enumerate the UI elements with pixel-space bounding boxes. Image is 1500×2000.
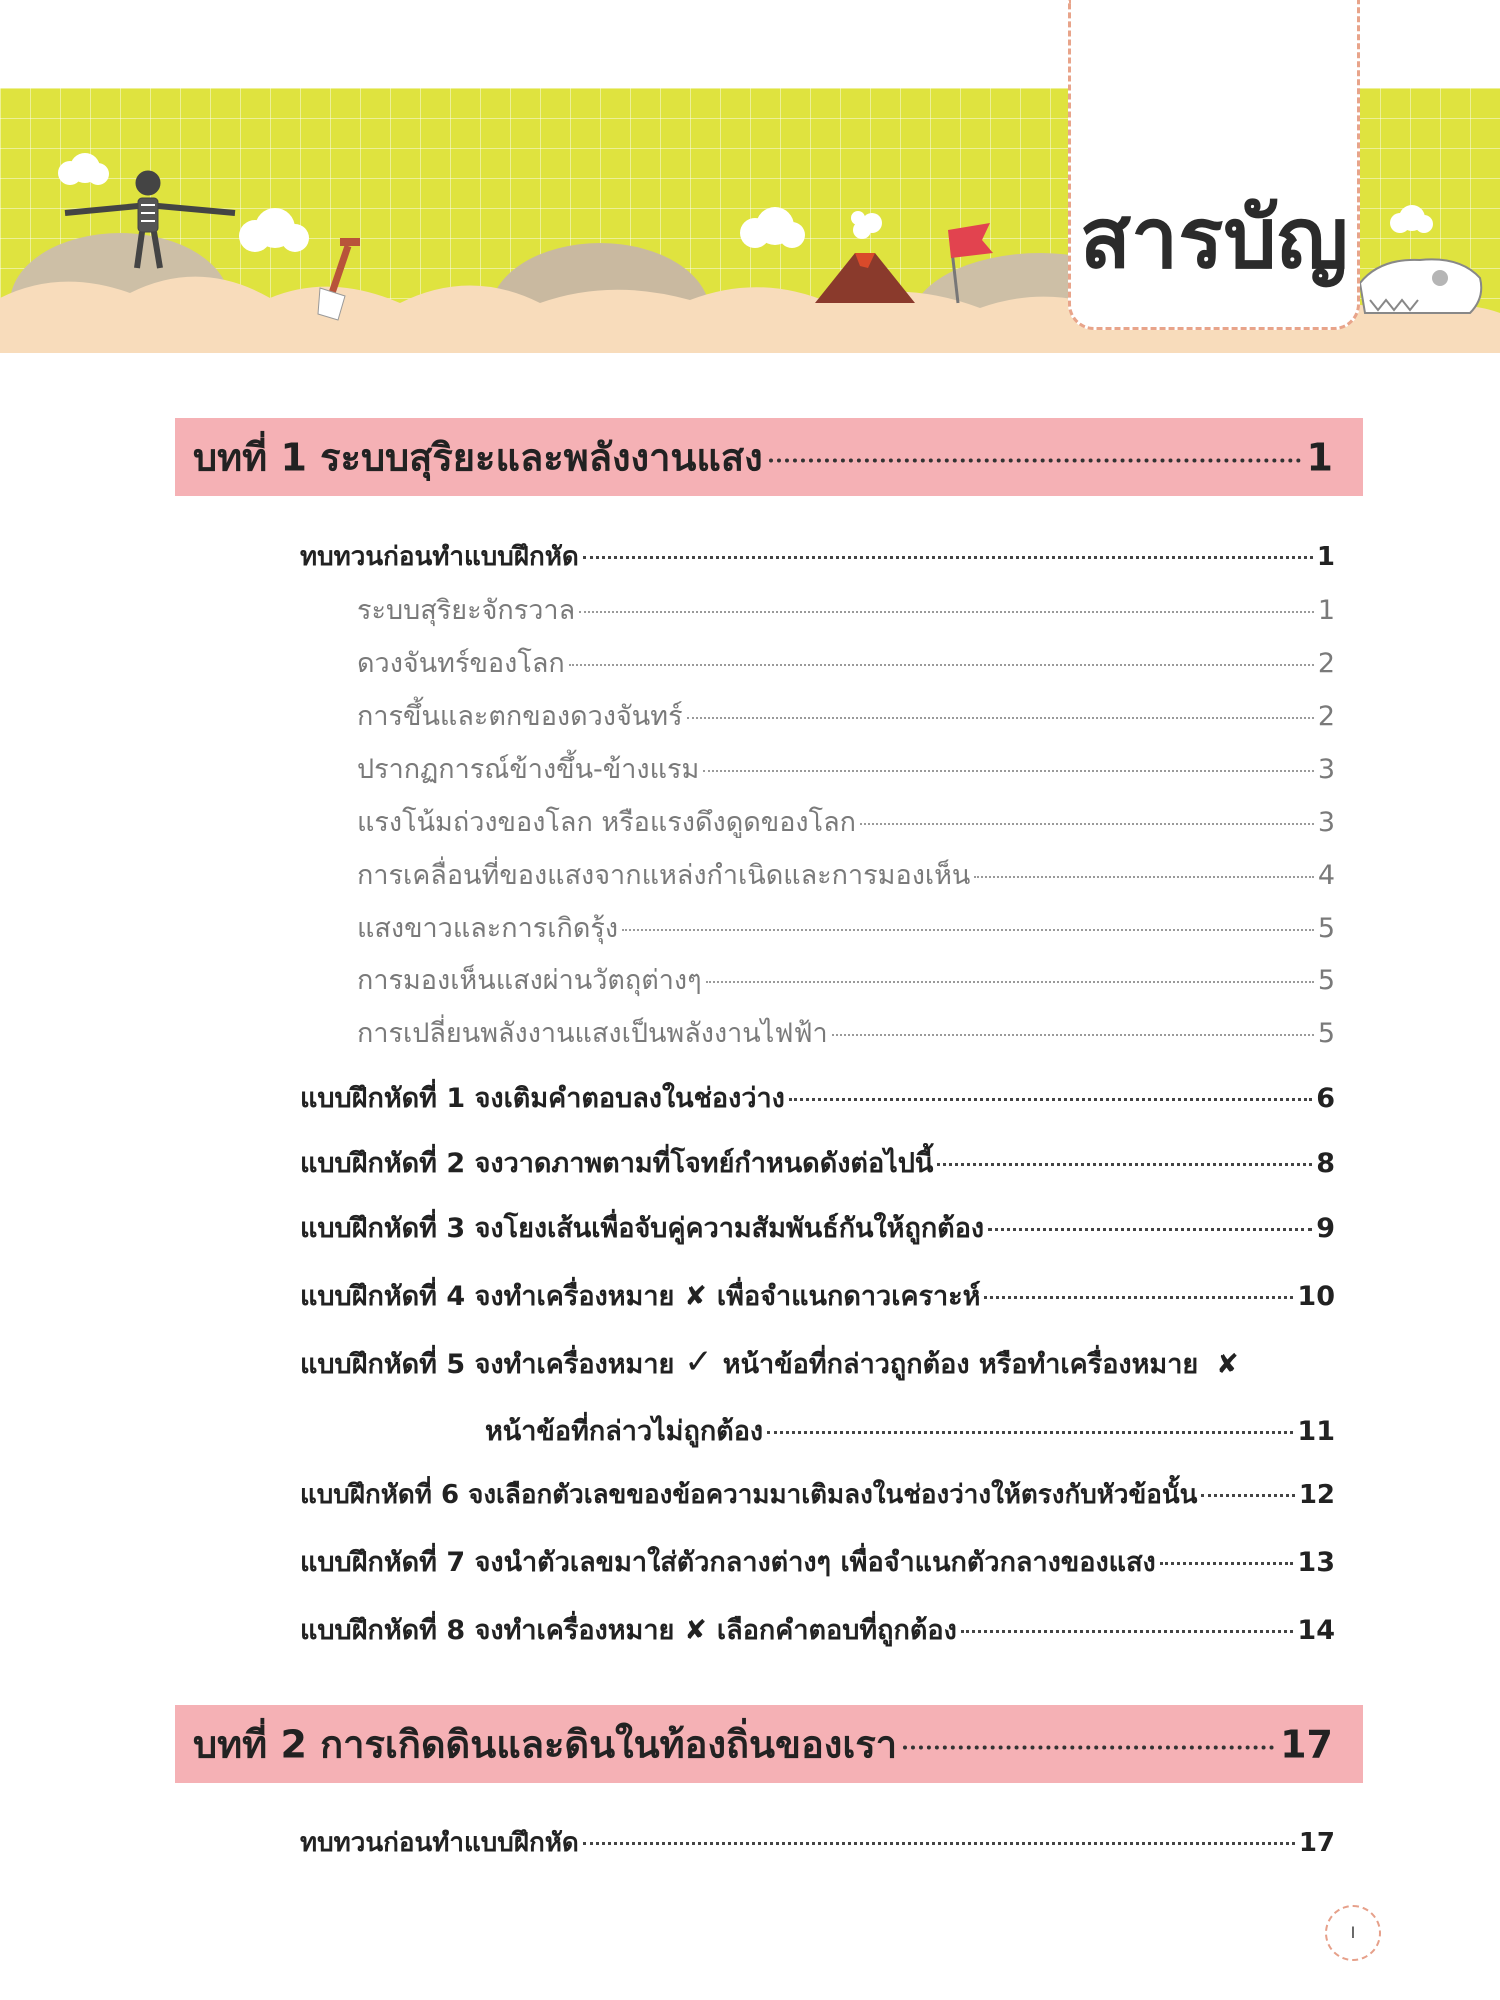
toc-label: แบบฝึกหัดที่ 2 จงวาดภาพตามที่โจทย์กำหนดดังต่อไปนี้ [300,1148,934,1179]
dot-leader [767,1431,1293,1434]
title-card [1068,0,1360,330]
toc-entry-subtopic[interactable] [357,588,1335,631]
toc-page: 12 [1298,1480,1335,1510]
toc-entry-review[interactable] [300,1822,1335,1863]
toc-page: 2 [1317,701,1335,732]
toc-page: 17 [1298,1828,1335,1858]
toc-page: 5 [1317,1018,1335,1049]
toc-label: แบบฝึกหัดที่ 8 จงทำเครื่องหมาย [300,1615,675,1646]
dot-leader [622,929,1314,931]
dot-leader [583,556,1313,559]
toc-entry-exercise-8[interactable] [300,1608,1335,1651]
toc-label: หน้าข้อที่กล่าวถูกต้อง หรือทำเครื่องหมาย [722,1349,1199,1380]
toc-entry-exercise-5-line1[interactable] [300,1342,1335,1385]
toc-entry-subtopic[interactable] [357,694,1335,737]
toc-entry-subtopic[interactable] [357,1011,1335,1054]
toc-label: ดวงจันทร์ของโลก [357,648,565,679]
toc-entry-subtopic[interactable] [357,906,1335,949]
toc-label: แสงขาวและการเกิดรุ้ง [357,913,619,944]
dot-leader [1160,1562,1294,1565]
toc-entry-exercise-4[interactable] [300,1274,1335,1317]
toc-entry-exercise-1[interactable] [300,1076,1335,1119]
toc-label: หน้าข้อที่กล่าวไม่ถูกต้อง [485,1416,764,1447]
toc-label: ระบบสุริยะจักรวาล [357,595,576,626]
volcano-icon [815,211,915,303]
dot-leader [974,876,1313,878]
toc-label: การเคลื่อนที่ของแสงจากแหล่งกำเนิดและการมองเห็น [357,860,971,891]
cross-mark-icon: ✘ [1216,1349,1239,1380]
toc-page: 10 [1297,1281,1335,1312]
toc-page: 2 [1317,648,1335,679]
toc-entry-exercise-3[interactable] [300,1206,1335,1249]
toc-page: 5 [1317,913,1335,944]
chapter-title: บทที่ 2 การเกิดดินและดินในท้องถิ่นของเรา [193,1722,898,1767]
toc-entry-subtopic[interactable] [357,800,1335,843]
dot-leader [832,1034,1314,1036]
dot-leader [583,1842,1295,1845]
toc-page: 9 [1316,1213,1335,1244]
dot-leader [769,459,1301,463]
toc-page: 4 [1317,860,1335,891]
toc-page: 14 [1297,1615,1335,1646]
check-mark-icon: ✓ [684,1342,713,1382]
dot-leader [703,770,1314,772]
dot-leader [1201,1494,1294,1497]
toc-label: การขึ้นและตกของดวงจันทร์ [357,701,683,732]
dot-leader [687,717,1314,719]
page-number: I [1325,1905,1381,1961]
dot-leader [984,1296,1293,1299]
dot-leader [569,664,1314,666]
toc-label: การเปลี่ยนพลังงานแสงเป็นพลังงานไฟฟ้า [357,1018,828,1049]
cloud-icon [1390,205,1433,233]
dot-leader [579,611,1314,613]
dot-leader [860,823,1314,825]
cloud-icon [58,153,109,185]
toc-label: แบบฝึกหัดที่ 3 จงโยงเส้นเพื่อจับคู่ความสัมพันธ์กันให้ถูกต้อง [300,1213,985,1244]
cloud-icon [239,208,309,252]
toc-entry-exercise-5-line2[interactable] [485,1409,1335,1452]
toc-label: ทบทวนก่อนทำแบบฝึกหัด [300,1828,579,1858]
toc-entry-subtopic[interactable] [357,641,1335,684]
toc-label: แบบฝึกหัดที่ 5 จงทำเครื่องหมาย [300,1349,675,1380]
dot-leader [961,1630,1294,1633]
toc-entry-subtopic[interactable] [357,958,1335,1001]
toc-page: 1 [1316,542,1335,572]
cloud-icon [740,207,805,248]
toc-label: แรงโน้มถ่วงของโลก หรือแรงดึงดูดของโลก [357,807,857,838]
toc-entry-review[interactable] [300,536,1335,577]
toc-page: 1 [1317,595,1335,626]
dot-leader [789,1098,1312,1101]
cross-mark-icon: ✘ [684,1615,707,1646]
toc-entry-exercise-2[interactable] [300,1141,1335,1184]
toc-entry-subtopic[interactable] [357,853,1335,896]
dot-leader [937,1163,1312,1166]
dot-leader [903,1746,1274,1750]
toc-page: 6 [1316,1083,1335,1114]
toc-page: 3 [1317,754,1335,785]
toc-entry-subtopic[interactable] [357,747,1335,790]
chapter-2-heading[interactable] [175,1705,1363,1783]
page-title: สารบัญ [1079,189,1349,287]
toc-label: เพื่อจำแนกดาวเคราะห์ [716,1281,981,1312]
chapter-page: 1 [1306,435,1333,480]
chapter-1-heading[interactable] [175,418,1363,496]
toc-label: แบบฝึกหัดที่ 7 จงนำตัวเลขมาใส่ตัวกลางต่างๆ เพื่อจำแนกตัวกลางของแสง [300,1547,1156,1578]
chapter-page: 17 [1280,1722,1333,1767]
toc-page: 11 [1297,1416,1335,1447]
toc-page: 5 [1317,965,1335,996]
toc-entry-exercise-6[interactable] [300,1474,1335,1515]
toc-label: แบบฝึกหัดที่ 4 จงทำเครื่องหมาย [300,1281,675,1312]
toc-page: 13 [1297,1547,1335,1578]
dot-leader [706,981,1314,983]
dinosaur-skull-icon [1360,259,1481,313]
cross-mark-icon: ✘ [684,1281,707,1312]
toc-label: การมองเห็นแสงผ่านวัตถุต่างๆ [357,965,702,996]
dot-leader [988,1228,1312,1231]
toc-entry-exercise-7[interactable] [300,1540,1335,1583]
toc-page: 8 [1316,1148,1335,1179]
toc-label: ทบทวนก่อนทำแบบฝึกหัด [300,542,579,572]
chapter-title: บทที่ 1 ระบบสุริยะและพลังงานแสง [193,435,763,480]
toc-label: แบบฝึกหัดที่ 1 จงเติมคำตอบลงในช่องว่าง [300,1083,785,1114]
toc-label: เลือกคำตอบที่ถูกต้อง [716,1615,957,1646]
toc-label: ปรากฏการณ์ข้างขึ้น-ข้างแรม [357,754,700,785]
toc-page: 3 [1317,807,1335,838]
toc-label: แบบฝึกหัดที่ 6 จงเลือกตัวเลขของข้อความมาเติมลงในช่องว่างให้ตรงกับหัวข้อนั้น [300,1480,1198,1510]
